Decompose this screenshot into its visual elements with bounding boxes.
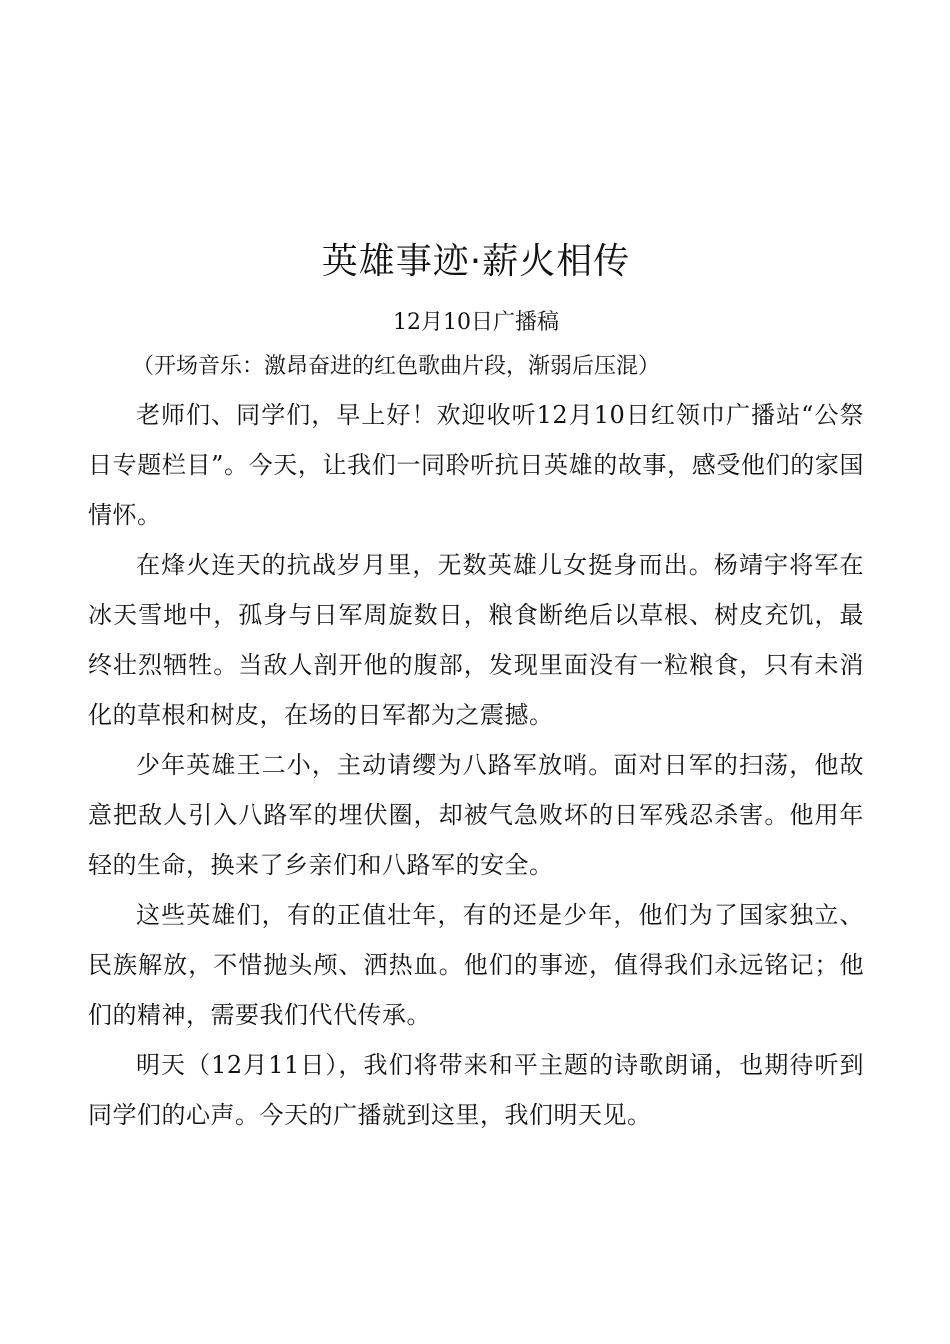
broadcast-script-page	[88, 232, 864, 1140]
opening-music-note: （开场音乐：激昂奋进的红色歌曲片段，渐弱后压混）	[132, 354, 661, 379]
document-title: 英雄事迹·薪火相传	[321, 241, 631, 282]
paragraph-yang-jingyu: 在烽火连天的抗战岁月里，无数英雄儿女挺身而出。杨靖宇将军在冰天雪地中，孤身与日军周旋数日，粮食断绝后以草根、树皮充饥，最终壮烈牺牲。当敌人剖开他的腹部，发现里面没有一粒粮食，只有未消化的草根和树皮，在场的日军都为之震撼。	[88, 551, 864, 729]
paragraph-heroes-spirit: 这些英雄们，有的正值壮年，有的还是少年，他们为了国家独立、民族解放，不惜抛头颅、洒热血。他们的事迹，值得我们永远铭记；他们的精神，需要我们代代传承。	[88, 901, 864, 1029]
paragraph-wang-erxiao: 少年英雄王二小，主动请缨为八路军放哨。面对日军的扫荡，他故意把敌人引入八路军的埋伏圈，却被气急败坏的日军残忍杀害。他用年轻的生命，换来了乡亲们和八路军的安全。	[88, 751, 864, 879]
paragraph-closing: 明天（12月11日），我们将带来和平主题的诗歌朗诵，也期待听到同学们的心声。今天的广播就到这里，我们明天见。	[88, 1051, 864, 1129]
document-subtitle: 12月10日广播稿	[393, 310, 559, 335]
paragraph-greeting: 老师们、同学们，早上好！欢迎收听12月10日红领巾广播站“公祭日专题栏目”。今天，让我们一同聆听抗日英雄的故事，感受他们的家国情怀。	[88, 401, 864, 529]
